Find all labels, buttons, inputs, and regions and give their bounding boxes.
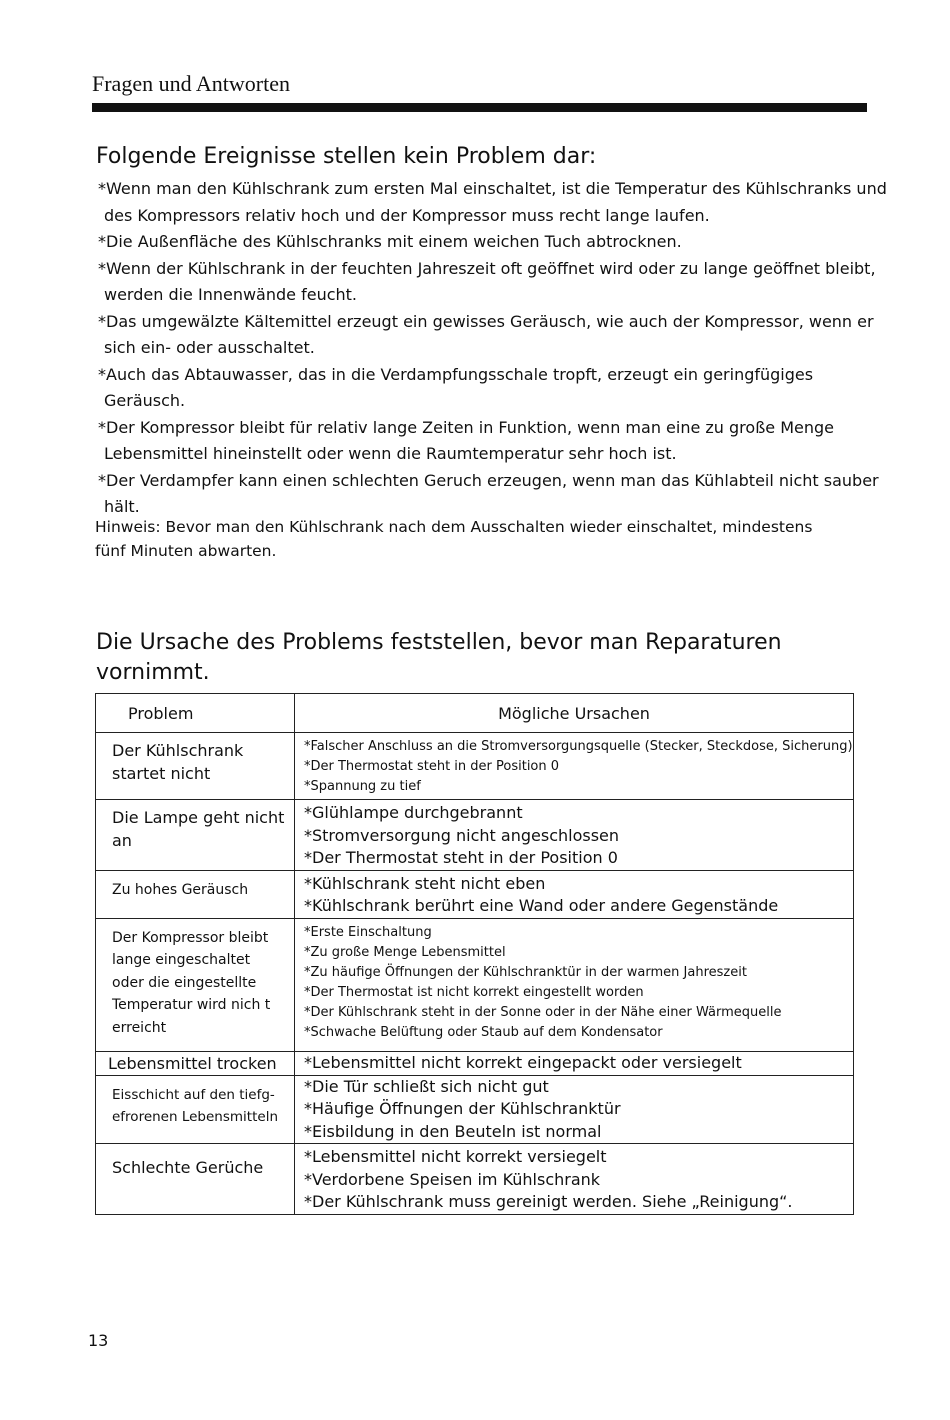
- troubleshooting-table: [95, 693, 854, 1215]
- causes-cell: [295, 1075, 854, 1144]
- cause-item: *Stromversorgung nicht angeschlossen: [304, 825, 620, 845]
- cause-item: *Erste Einschaltung: [304, 924, 432, 940]
- table-row: [96, 800, 854, 871]
- cause-item: *Zu häufige Öffnungen der Kühlschranktür in der warmen Jahreszeit: [304, 964, 747, 980]
- section-title-no-problem: Folgende Ereignisse stellen kein Problem dar:: [96, 144, 597, 169]
- cause-item: *Der Kühlschrank steht in der Sonne oder in der Nähe einer Wärmequelle: [304, 1004, 782, 1020]
- cause-item: *Falscher Anschluss an die Stromversorgungsquelle (Stecker, Steckdose, Sicherung): [304, 739, 853, 754]
- header-rule: [92, 103, 867, 112]
- table-row: [96, 1051, 854, 1075]
- event-item: *Wenn der Kühlschrank in der feuchten Jahreszeit oft geöffnet wird oder zu lange geöffnet bleibt, werden die Innenwände feucht.: [98, 258, 876, 304]
- causes-cell: [295, 800, 854, 871]
- event-item: *Auch das Abtauwasser, das in die Verdampfungsschale tropft, erzeugt ein geringfügiges Geräusch.: [98, 364, 814, 410]
- table-row: [96, 1144, 854, 1215]
- event-item: *Das umgewälzte Kältemittel erzeugt ein gewisses Geräusch, wie auch der Kompressor, wenn er sich ein- oder ausschaltet.: [98, 311, 874, 357]
- causes-cell: [295, 1144, 854, 1215]
- section-title-troubleshooting: Die Ursache des Problems feststellen, bevor man Reparaturen vornimmt.: [96, 630, 782, 685]
- causes-cell: [295, 733, 854, 800]
- causes-cell: [295, 918, 854, 1051]
- table-row: [96, 870, 854, 918]
- page-number: 13: [88, 1331, 109, 1350]
- problem-cell: Schlechte Gerüche: [96, 1144, 295, 1215]
- table-row: [96, 733, 854, 800]
- column-header-causes: Mögliche Ursachen: [295, 694, 854, 733]
- cause-item: *Der Thermostat steht in der Position 0: [304, 848, 618, 867]
- cause-item: *Die Tür schließt sich nicht gut: [304, 1076, 549, 1096]
- cause-item: *Der Kühlschrank muss gereinigt werden. Siehe „Reinigung“.: [304, 1192, 793, 1211]
- page-header-title: Fragen und Antworten: [92, 71, 290, 96]
- problem-cell: Die Lampe geht nicht an: [96, 800, 295, 871]
- problem-cell: Eisschicht auf den tiefg- efrorenen Lebensmitteln: [96, 1075, 295, 1144]
- event-item: *Der Kompressor bleibt für relativ lange Zeiten in Funktion, wenn man eine zu große Menge Lebensmittel hineinstellt oder wenn die Raumtemperatur sehr hoch ist.: [98, 417, 834, 463]
- causes-cell: [295, 1051, 854, 1075]
- causes-cell: [295, 870, 854, 918]
- event-item: *Die Außenfläche des Kühlschranks mit einem weichen Tuch abtrocknen.: [98, 232, 682, 251]
- hint-note: Hinweis: Bevor man den Kühlschrank nach dem Ausschalten wieder einschaltet, mindestens fünf Minuten abwarten.: [95, 518, 813, 560]
- event-item: *Der Verdampfer kann einen schlechten Geruch erzeugen, wenn man das Kühlabteil nicht sauber hält.: [98, 470, 879, 516]
- cause-item: *Glühlampe durchgebrannt: [304, 803, 523, 822]
- problem-cell: Der Kühlschrank startet nicht: [96, 733, 295, 800]
- cause-item: *Schwache Belüftung oder Staub auf dem Kondensator: [304, 1024, 663, 1040]
- cause-item: *Der Thermostat steht in der Position 0: [304, 759, 560, 774]
- table-row: [96, 1075, 854, 1144]
- cause-item: *Kühlschrank berührt eine Wand oder andere Gegenstände: [304, 896, 779, 915]
- cause-item: *Kühlschrank steht nicht eben: [304, 873, 546, 893]
- problem-cell: Zu hohes Geräusch: [96, 870, 295, 918]
- cause-item: *Eisbildung in den Beuteln ist normal: [304, 1121, 602, 1141]
- table-row: [96, 918, 854, 1051]
- events-list: [98, 176, 898, 521]
- cause-item: *Häufige Öffnungen der Kühlschranktür: [304, 1099, 621, 1118]
- event-item: *Wenn man den Kühlschrank zum ersten Mal einschaltet, ist die Temperatur des Kühlschranks und des Kompressors relativ hoch und der Kompressor muss recht lange laufen.: [98, 179, 887, 225]
- table-header-row: [96, 694, 854, 733]
- column-header-problem: Problem: [96, 694, 295, 733]
- cause-item: *Lebensmittel nicht korrekt eingepackt oder versiegelt: [304, 1052, 742, 1072]
- problem-cell: Der Kompressor bleibt lange eingeschaltet oder die eingestellte Temperatur wird nich t erreicht: [96, 918, 295, 1051]
- cause-item: *Lebensmittel nicht korrekt versiegelt: [304, 1147, 607, 1166]
- cause-item: *Der Thermostat ist nicht korrekt eingestellt worden: [304, 984, 644, 1000]
- cause-item: *Verdorbene Speisen im Kühlschrank: [304, 1169, 601, 1189]
- cause-item: *Spannung zu tief: [304, 779, 421, 794]
- cause-item: *Zu große Menge Lebensmittel: [304, 944, 506, 960]
- problem-cell: Lebensmittel trocken: [96, 1051, 295, 1075]
